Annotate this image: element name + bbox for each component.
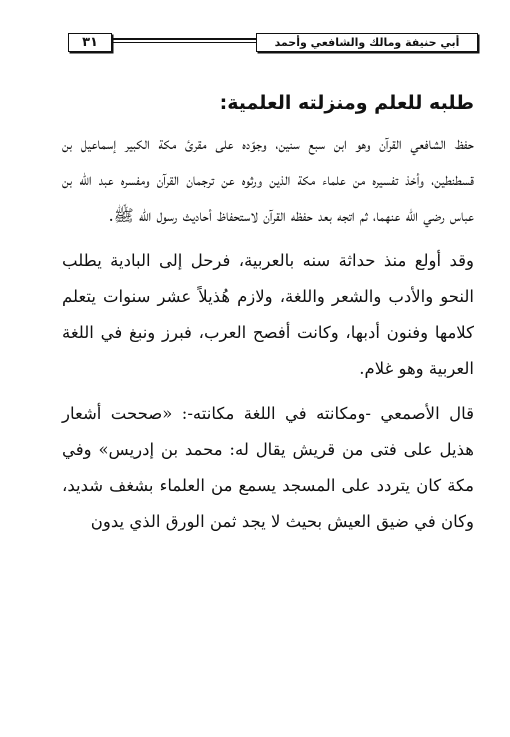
page-number: ٣١	[82, 35, 98, 50]
paragraph-3: قال الأصمعي -ومكانته في اللغة مكانته-: «صححت أشعار هذيل على فتى من قريش يقال له: محمد بن إدريس» وفي مكة كان يتردد على المسجد يسمع من العلماء بشغف شديد، وكان في ضيق العيش بحيث لا يجد ثمن الورق الذي يدون	[62, 404, 474, 531]
page-content	[62, 86, 474, 549]
section-heading: طلبه للعلم ومنزلته العلمية:	[219, 92, 474, 114]
header-rule	[112, 38, 256, 43]
running-header	[68, 30, 478, 56]
running-title: أبي حنيفة ومالك والشافعي وأحمد	[274, 36, 460, 49]
running-title-box	[256, 33, 478, 52]
paragraph-1: حفظ الشافعي القرآن وهو ابن سبع سنين، وجوّده على مقرئ مكة الكبير إسماعيل بن قسطنطين، وأخذ تفسيره من علماء مكة الذين ورثوه عن ترجمان القرآن ومفسره عبد الله بن عباس رضي الله عنهما، ثم اتجه بعد حفظه القرآن لاستحفاظ أحاديث رسول الله ﷺ.	[62, 134, 474, 225]
page-number-box	[68, 33, 112, 52]
paragraph-2: وقد أولع منذ حداثة سنه بالعربية، فرحل إلى البادية يطلب النحو والأدب والشعر واللغة، ولازم هُذيلاً عشر سنوات يتعلم كلامها وفنون أدبها، وكانت أفصح العرب، فبرز ونبغ في اللغة العربية وهو غلام.	[62, 251, 474, 378]
